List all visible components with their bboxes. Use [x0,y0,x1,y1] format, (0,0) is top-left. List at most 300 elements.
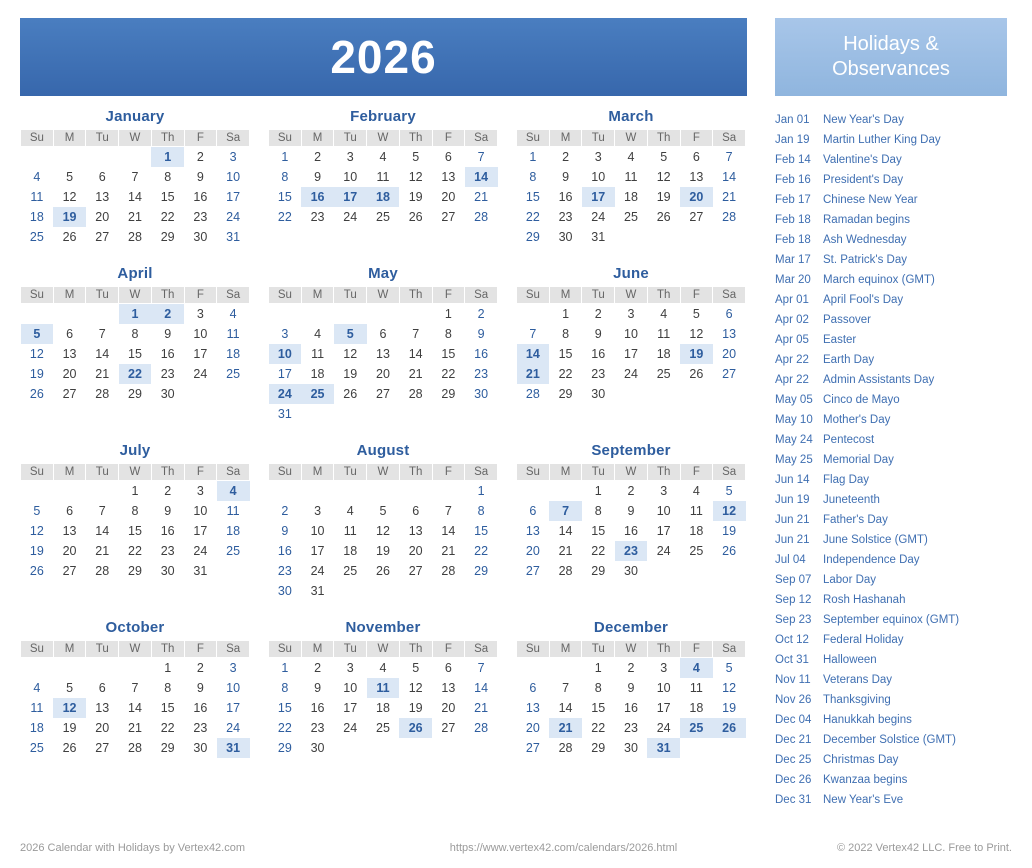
day-cell[interactable]: 13 [95,700,110,715]
day-cell[interactable]: 9 [196,680,204,695]
day-cell[interactable]: 9 [477,326,485,341]
day-cell[interactable]: 24 [310,563,325,578]
day-cell[interactable]: 6 [692,149,700,164]
day-cell[interactable]: 7 [562,680,570,695]
day-cell[interactable]: 14 [722,169,737,184]
day-cell[interactable]: 2 [196,149,204,164]
day-cell[interactable]: 9 [594,326,602,341]
day-cell[interactable]: 17 [277,366,292,381]
day-cell[interactable]: 28 [525,386,540,401]
day-cell[interactable]: 4 [33,680,41,695]
day-cell[interactable]: 8 [477,503,485,518]
day-cell[interactable]: 27 [95,740,110,755]
day-cell[interactable]: 22 [558,366,573,381]
footer-center-link[interactable]: https://www.vertex42.com/calendars/2026.html [449,842,678,854]
day-cell[interactable]: 5 [66,680,74,695]
day-cell[interactable]: 8 [281,169,289,184]
day-cell[interactable]: 3 [660,660,668,675]
day-cell[interactable]: 13 [722,326,737,341]
day-cell[interactable]: 2 [314,660,322,675]
day-cell[interactable]: 4 [379,660,387,675]
day-cell[interactable]: 18 [376,700,390,715]
day-cell[interactable]: 30 [160,563,175,578]
day-cell[interactable]: 22 [160,209,175,224]
day-cell[interactable]: 3 [346,660,354,675]
day-cell[interactable]: 13 [525,523,540,538]
day-cell[interactable]: 29 [128,563,142,578]
day-cell[interactable]: 8 [562,326,570,341]
day-cell[interactable]: 17 [334,187,367,207]
day-cell[interactable]: 20 [408,543,423,558]
day-cell[interactable]: 11 [657,326,671,341]
day-cell[interactable]: 20 [525,720,540,735]
day-cell[interactable]: 30 [474,386,489,401]
day-cell[interactable]: 11 [376,169,390,184]
day-cell[interactable]: 24 [591,209,606,224]
day-cell[interactable]: 21 [128,720,142,735]
day-cell[interactable]: 28 [441,563,456,578]
day-cell[interactable]: 28 [128,229,142,244]
day-cell[interactable]: 12 [656,169,671,184]
day-cell[interactable]: 1 [281,149,289,164]
day-cell[interactable]: 4 [314,326,322,341]
day-cell[interactable]: 9 [314,169,322,184]
day-cell[interactable]: 2 [562,149,570,164]
day-cell[interactable]: 9 [281,523,289,538]
day-cell[interactable]: 28 [408,386,423,401]
day-cell[interactable]: 17 [656,700,671,715]
day-cell[interactable]: 30 [591,386,606,401]
day-cell[interactable]: 12 [689,326,704,341]
day-cell[interactable]: 18 [29,209,44,224]
day-cell[interactable]: 14 [558,523,573,538]
day-cell[interactable]: 25 [226,366,241,381]
day-cell[interactable]: 7 [444,503,452,518]
day-cell[interactable]: 2 [281,503,289,518]
day-cell[interactable]: 10 [656,503,671,518]
day-cell[interactable]: 22 [441,366,456,381]
day-cell[interactable]: 9 [627,503,635,518]
day-cell[interactable]: 24 [656,720,671,735]
day-cell[interactable]: 5 [33,503,41,518]
day-cell[interactable]: 14 [558,700,573,715]
day-cell[interactable]: 1 [444,306,452,321]
day-cell[interactable]: 20 [376,366,390,381]
day-cell[interactable]: 29 [160,229,175,244]
day-cell[interactable]: 29 [474,563,489,578]
day-cell[interactable]: 3 [594,149,602,164]
day-cell[interactable]: 28 [95,563,110,578]
day-cell[interactable]: 15 [160,700,175,715]
day-cell[interactable]: 21 [474,189,489,204]
day-cell[interactable]: 18 [689,700,704,715]
day-cell[interactable]: 12 [408,680,423,695]
day-cell[interactable]: 24 [193,543,208,558]
day-cell[interactable]: 12 [408,169,423,184]
day-cell[interactable]: 18 [29,720,44,735]
day-cell[interactable]: 28 [558,563,573,578]
day-cell[interactable]: 4 [660,306,668,321]
day-cell[interactable]: 13 [95,189,110,204]
day-cell[interactable]: 24 [226,720,241,735]
day-cell[interactable]: 18 [624,189,638,204]
day-cell[interactable]: 8 [281,680,289,695]
day-cell[interactable]: 19 [722,523,737,538]
day-cell[interactable]: 20 [525,543,540,558]
day-cell[interactable]: 21 [517,364,550,384]
day-cell[interactable]: 1 [281,660,289,675]
day-cell[interactable]: 11 [367,678,400,698]
day-cell[interactable]: 17 [582,187,615,207]
day-cell[interactable]: 13 [376,346,390,361]
day-cell[interactable]: 18 [656,346,671,361]
day-cell[interactable]: 26 [656,209,671,224]
day-cell[interactable]: 6 [529,680,537,695]
day-cell[interactable]: 27 [95,229,110,244]
day-cell[interactable]: 26 [713,718,746,738]
day-cell[interactable]: 1 [594,660,602,675]
day-cell[interactable]: 23 [160,366,175,381]
day-cell[interactable]: 30 [193,229,208,244]
day-cell[interactable]: 9 [314,680,322,695]
day-cell[interactable]: 14 [441,523,456,538]
day-cell[interactable]: 8 [131,503,139,518]
day-cell[interactable]: 6 [66,503,74,518]
day-cell[interactable]: 13 [62,346,77,361]
day-cell[interactable]: 7 [98,326,106,341]
day-cell[interactable]: 4 [33,169,41,184]
day-cell[interactable]: 29 [277,740,292,755]
day-cell[interactable]: 26 [689,366,704,381]
day-cell[interactable]: 19 [343,366,358,381]
day-cell[interactable]: 28 [722,209,737,224]
day-cell[interactable]: 26 [408,209,423,224]
day-cell[interactable]: 3 [229,660,237,675]
day-cell[interactable]: 28 [95,386,110,401]
day-cell[interactable]: 8 [529,169,537,184]
day-cell[interactable]: 30 [277,583,292,598]
day-cell[interactable]: 19 [62,720,77,735]
day-cell[interactable]: 12 [29,523,44,538]
day-cell[interactable]: 13 [525,700,540,715]
day-cell[interactable]: 27 [689,209,704,224]
day-cell[interactable]: 7 [549,501,582,521]
day-cell[interactable]: 6 [379,326,387,341]
day-cell[interactable]: 19 [29,366,44,381]
day-cell[interactable]: 20 [62,366,77,381]
day-cell[interactable]: 18 [367,187,400,207]
day-cell[interactable]: 25 [680,718,713,738]
day-cell[interactable]: 20 [680,187,713,207]
day-cell[interactable]: 23 [277,563,292,578]
day-cell[interactable]: 25 [343,563,358,578]
day-cell[interactable]: 14 [474,680,489,695]
day-cell[interactable]: 19 [376,543,390,558]
day-cell[interactable]: 11 [343,523,357,538]
day-cell[interactable]: 5 [66,169,74,184]
day-cell[interactable]: 2 [594,306,602,321]
day-cell[interactable]: 7 [98,503,106,518]
day-cell[interactable]: 4 [627,149,635,164]
day-cell[interactable]: 28 [558,740,573,755]
day-cell[interactable]: 22 [525,209,540,224]
day-cell[interactable]: 10 [343,680,358,695]
day-cell[interactable]: 4 [379,149,387,164]
day-cell[interactable]: 24 [226,209,241,224]
day-cell[interactable]: 14 [517,344,550,364]
day-cell[interactable]: 30 [193,740,208,755]
day-cell[interactable]: 20 [722,346,737,361]
day-cell[interactable]: 10 [624,326,638,341]
day-cell[interactable]: 6 [529,503,537,518]
day-cell[interactable]: 11 [624,169,638,184]
day-cell[interactable]: 16 [301,187,334,207]
day-cell[interactable]: 12 [722,680,737,695]
day-cell[interactable]: 1 [119,304,152,324]
day-cell[interactable]: 21 [95,366,110,381]
day-cell[interactable]: 7 [477,149,485,164]
day-cell[interactable]: 28 [474,720,489,735]
day-cell[interactable]: 7 [529,326,537,341]
day-cell[interactable]: 11 [689,680,703,695]
day-cell[interactable]: 31 [217,738,250,758]
day-cell[interactable]: 9 [164,326,172,341]
day-cell[interactable]: 23 [160,543,175,558]
day-cell[interactable]: 14 [408,346,423,361]
day-cell[interactable]: 10 [269,344,302,364]
day-cell[interactable]: 2 [477,306,485,321]
day-cell[interactable]: 6 [444,149,452,164]
day-cell[interactable]: 16 [591,346,606,361]
day-cell[interactable]: 9 [164,503,172,518]
day-cell[interactable]: 25 [29,229,44,244]
day-cell[interactable]: 2 [314,149,322,164]
day-cell[interactable]: 21 [722,189,737,204]
day-cell[interactable]: 19 [680,344,713,364]
day-cell[interactable]: 17 [656,523,671,538]
day-cell[interactable]: 23 [624,720,638,735]
day-cell[interactable]: 7 [131,680,139,695]
day-cell[interactable]: 24 [343,720,358,735]
day-cell[interactable]: 25 [226,543,241,558]
day-cell[interactable]: 8 [594,503,602,518]
day-cell[interactable]: 29 [591,740,606,755]
day-cell[interactable]: 14 [128,700,142,715]
day-cell[interactable]: 31 [647,738,680,758]
day-cell[interactable]: 7 [412,326,420,341]
day-cell[interactable]: 10 [591,169,606,184]
day-cell[interactable]: 3 [627,306,635,321]
day-cell[interactable]: 11 [30,189,44,204]
day-cell[interactable]: 26 [343,386,358,401]
day-cell[interactable]: 26 [62,740,77,755]
day-cell[interactable]: 6 [98,169,106,184]
day-cell[interactable]: 15 [474,523,489,538]
day-cell[interactable]: 14 [128,189,142,204]
day-cell[interactable]: 19 [53,207,86,227]
day-cell[interactable]: 17 [226,189,241,204]
day-cell[interactable]: 5 [725,483,733,498]
day-cell[interactable]: 16 [193,189,208,204]
day-cell[interactable]: 1 [164,660,172,675]
day-cell[interactable]: 27 [441,720,456,735]
day-cell[interactable]: 5 [725,660,733,675]
day-cell[interactable]: 10 [193,326,208,341]
day-cell[interactable]: 17 [310,543,325,558]
day-cell[interactable]: 22 [160,720,175,735]
day-cell[interactable]: 1 [529,149,537,164]
day-cell[interactable]: 10 [226,169,241,184]
day-cell[interactable]: 29 [128,386,142,401]
day-cell[interactable]: 31 [310,583,325,598]
day-cell[interactable]: 12 [343,346,358,361]
day-cell[interactable]: 15 [277,189,292,204]
day-cell[interactable]: 16 [160,346,175,361]
day-cell[interactable]: 18 [226,523,241,538]
day-cell[interactable]: 26 [29,386,44,401]
day-cell[interactable]: 17 [226,700,241,715]
day-cell[interactable]: 3 [314,503,322,518]
day-cell[interactable]: 31 [591,229,606,244]
day-cell[interactable]: 23 [558,209,573,224]
day-cell[interactable]: 8 [594,680,602,695]
day-cell[interactable]: 20 [95,209,110,224]
day-cell[interactable]: 10 [310,523,325,538]
day-cell[interactable]: 4 [692,483,700,498]
day-cell[interactable]: 12 [62,189,77,204]
day-cell[interactable]: 18 [226,346,241,361]
day-cell[interactable]: 5 [379,503,387,518]
day-cell[interactable]: 17 [343,700,358,715]
day-cell[interactable]: 10 [193,503,208,518]
day-cell[interactable]: 1 [562,306,570,321]
day-cell[interactable]: 10 [226,680,241,695]
day-cell[interactable]: 16 [624,523,638,538]
day-cell[interactable]: 1 [477,483,485,498]
day-cell[interactable]: 11 [30,700,44,715]
day-cell[interactable]: 3 [196,306,204,321]
day-cell[interactable]: 21 [128,209,142,224]
day-cell[interactable]: 29 [591,563,606,578]
day-cell[interactable]: 25 [376,720,390,735]
day-cell[interactable]: 22 [128,543,142,558]
day-cell[interactable]: 6 [98,680,106,695]
day-cell[interactable]: 5 [21,324,54,344]
day-cell[interactable]: 13 [441,169,456,184]
day-cell[interactable]: 4 [217,481,250,501]
day-cell[interactable]: 21 [558,543,573,558]
day-cell[interactable]: 15 [441,346,456,361]
day-cell[interactable]: 8 [164,169,172,184]
day-cell[interactable]: 26 [722,543,737,558]
day-cell[interactable]: 8 [164,680,172,695]
day-cell[interactable]: 16 [160,523,175,538]
day-cell[interactable]: 2 [164,483,172,498]
day-cell[interactable]: 18 [310,366,325,381]
day-cell[interactable]: 22 [277,720,292,735]
day-cell[interactable]: 11 [226,503,240,518]
day-cell[interactable]: 17 [624,346,638,361]
day-cell[interactable]: 30 [624,563,638,578]
day-cell[interactable]: 11 [226,326,240,341]
day-cell[interactable]: 31 [277,406,292,421]
day-cell[interactable]: 23 [310,720,325,735]
day-cell[interactable]: 28 [474,209,489,224]
day-cell[interactable]: 13 [441,680,456,695]
day-cell[interactable]: 27 [62,563,77,578]
day-cell[interactable]: 14 [465,167,498,187]
day-cell[interactable]: 16 [277,543,292,558]
day-cell[interactable]: 25 [689,543,704,558]
day-cell[interactable]: 3 [346,149,354,164]
day-cell[interactable]: 18 [689,523,704,538]
day-cell[interactable]: 25 [624,209,638,224]
day-cell[interactable]: 9 [196,169,204,184]
day-cell[interactable]: 27 [525,740,540,755]
day-cell[interactable]: 9 [627,680,635,695]
day-cell[interactable]: 29 [160,740,175,755]
day-cell[interactable]: 5 [692,306,700,321]
day-cell[interactable]: 21 [408,366,423,381]
day-cell[interactable]: 13 [408,523,423,538]
day-cell[interactable]: 5 [334,324,367,344]
day-cell[interactable]: 3 [660,483,668,498]
day-cell[interactable]: 20 [441,189,456,204]
day-cell[interactable]: 7 [131,169,139,184]
day-cell[interactable]: 26 [62,229,77,244]
day-cell[interactable]: 13 [62,523,77,538]
day-cell[interactable]: 3 [196,483,204,498]
day-cell[interactable]: 10 [656,680,671,695]
day-cell[interactable]: 2 [151,304,184,324]
day-cell[interactable]: 5 [412,149,420,164]
day-cell[interactable]: 8 [131,326,139,341]
day-cell[interactable]: 6 [66,326,74,341]
day-cell[interactable]: 22 [474,543,489,558]
day-cell[interactable]: 1 [594,483,602,498]
day-cell[interactable]: 4 [229,306,237,321]
day-cell[interactable]: 24 [269,384,302,404]
day-cell[interactable]: 7 [725,149,733,164]
day-cell[interactable]: 24 [343,209,358,224]
day-cell[interactable]: 2 [627,660,635,675]
day-cell[interactable]: 20 [441,700,456,715]
day-cell[interactable]: 9 [562,169,570,184]
day-cell[interactable]: 27 [62,386,77,401]
day-cell[interactable]: 1 [131,483,139,498]
day-cell[interactable]: 30 [160,386,175,401]
day-cell[interactable]: 16 [310,700,325,715]
day-cell[interactable]: 1 [151,147,184,167]
day-cell[interactable]: 23 [310,209,325,224]
day-cell[interactable]: 19 [408,189,423,204]
day-cell[interactable]: 16 [624,700,638,715]
day-cell[interactable]: 25 [656,366,671,381]
day-cell[interactable]: 11 [311,346,325,361]
day-cell[interactable]: 27 [376,386,390,401]
day-cell[interactable]: 11 [689,503,703,518]
day-cell[interactable]: 21 [474,700,489,715]
day-cell[interactable]: 17 [193,346,208,361]
day-cell[interactable]: 25 [29,740,44,755]
day-cell[interactable]: 17 [193,523,208,538]
day-cell[interactable]: 16 [193,700,208,715]
day-cell[interactable]: 22 [591,543,606,558]
day-cell[interactable]: 6 [412,503,420,518]
day-cell[interactable]: 10 [343,169,358,184]
day-cell[interactable]: 15 [128,523,142,538]
day-cell[interactable]: 15 [591,700,606,715]
